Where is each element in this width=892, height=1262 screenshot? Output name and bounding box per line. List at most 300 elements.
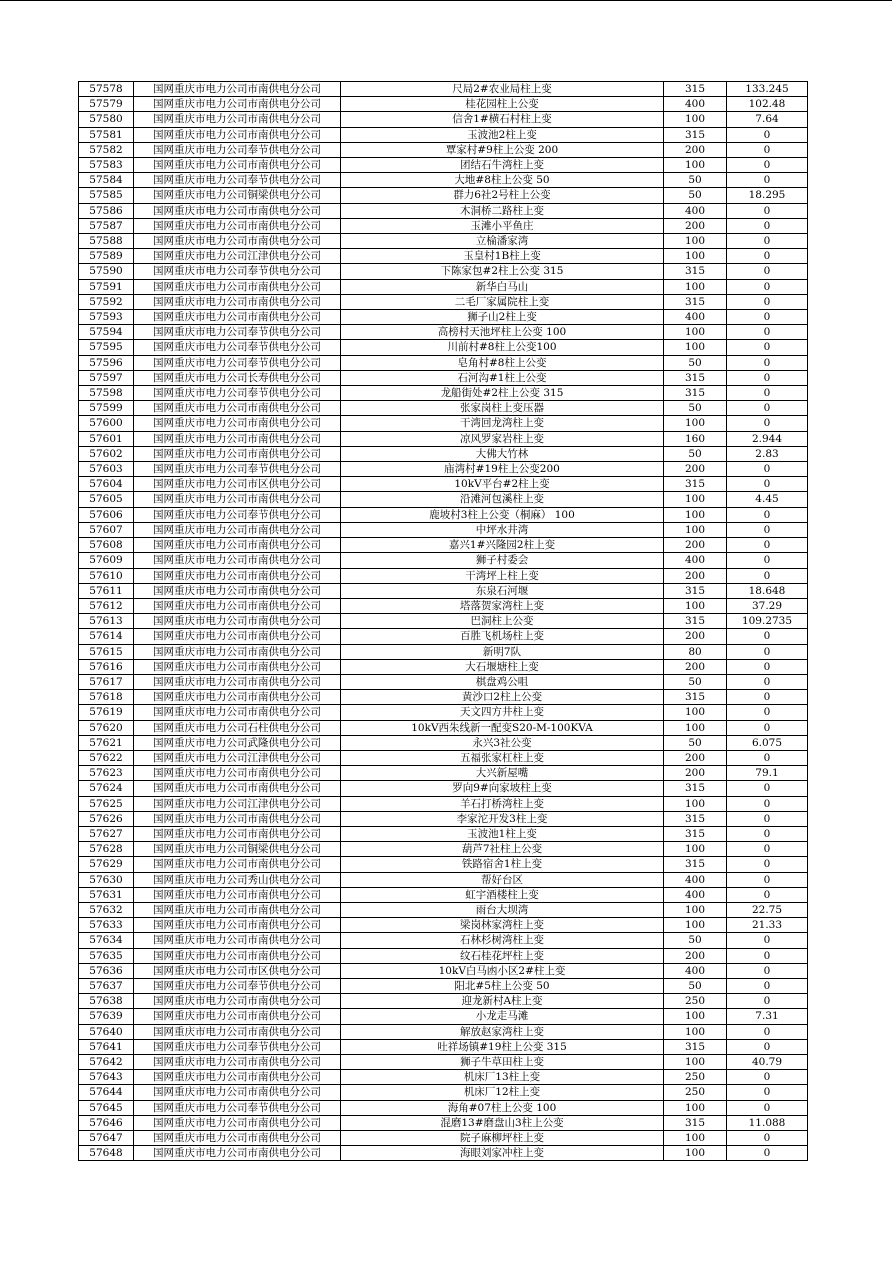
transformer-name-cell: 巴洞柱上公变 bbox=[341, 614, 664, 629]
company-cell: 国网重庆市电力公司奉节供电分公司 bbox=[134, 1039, 341, 1054]
value-cell: 0 bbox=[727, 264, 808, 279]
capacity-cell: 250 bbox=[664, 1070, 727, 1085]
transformer-name-cell: 羊石打桥湾柱上变 bbox=[341, 796, 664, 811]
data-table bbox=[78, 81, 808, 1161]
capacity-cell: 315 bbox=[664, 477, 727, 492]
company-cell: 国网重庆市电力公司市区供电分公司 bbox=[134, 963, 341, 978]
table-row bbox=[79, 568, 808, 583]
value-cell: 0 bbox=[727, 294, 808, 309]
value-cell: 0 bbox=[727, 1039, 808, 1054]
company-cell: 国网重庆市电力公司市南供电分公司 bbox=[134, 1070, 341, 1085]
row-id-cell: 57603 bbox=[79, 462, 134, 477]
company-cell: 国网重庆市电力公司奉节供电分公司 bbox=[134, 1100, 341, 1115]
table-row bbox=[79, 462, 808, 477]
capacity-cell: 100 bbox=[664, 1024, 727, 1039]
value-cell: 2.83 bbox=[727, 446, 808, 461]
table-row bbox=[79, 614, 808, 629]
transformer-name-cell: 石河沟#1柱上公变 bbox=[341, 370, 664, 385]
capacity-cell: 50 bbox=[664, 188, 727, 203]
row-id-cell: 57586 bbox=[79, 203, 134, 218]
company-cell: 国网重庆市电力公司市南供电分公司 bbox=[134, 644, 341, 659]
capacity-cell: 200 bbox=[664, 659, 727, 674]
table-row bbox=[79, 735, 808, 750]
transformer-name-cell: 狮子村委会 bbox=[341, 553, 664, 568]
row-id-cell: 57601 bbox=[79, 431, 134, 446]
company-cell: 国网重庆市电力公司奉节供电分公司 bbox=[134, 355, 341, 370]
value-cell: 0 bbox=[727, 857, 808, 872]
value-cell: 0 bbox=[727, 978, 808, 993]
company-cell: 国网重庆市电力公司市南供电分公司 bbox=[134, 583, 341, 598]
value-cell: 0 bbox=[727, 127, 808, 142]
capacity-cell: 100 bbox=[664, 522, 727, 537]
capacity-cell: 400 bbox=[664, 203, 727, 218]
value-cell: 0 bbox=[727, 477, 808, 492]
company-cell: 国网重庆市电力公司铜梁供电分公司 bbox=[134, 842, 341, 857]
table-row bbox=[79, 842, 808, 857]
row-id-cell: 57614 bbox=[79, 629, 134, 644]
value-cell: 0 bbox=[727, 1131, 808, 1146]
table-row bbox=[79, 203, 808, 218]
value-cell: 37.29 bbox=[727, 598, 808, 613]
capacity-cell: 400 bbox=[664, 310, 727, 325]
transformer-name-cell: 梁岗林家湾柱上变 bbox=[341, 918, 664, 933]
table-row bbox=[79, 796, 808, 811]
row-id-cell: 57632 bbox=[79, 902, 134, 917]
row-id-cell: 57643 bbox=[79, 1070, 134, 1085]
table-row bbox=[79, 1024, 808, 1039]
table-row bbox=[79, 218, 808, 233]
transformer-name-cell: 小龙走马滩 bbox=[341, 1009, 664, 1024]
value-cell: 0 bbox=[727, 948, 808, 963]
row-id-cell: 57587 bbox=[79, 218, 134, 233]
capacity-cell: 50 bbox=[664, 674, 727, 689]
company-cell: 国网重庆市电力公司市南供电分公司 bbox=[134, 781, 341, 796]
row-id-cell: 57642 bbox=[79, 1055, 134, 1070]
transformer-name-cell: 新明7队 bbox=[341, 644, 664, 659]
transformer-name-cell: 五福张家杠柱上变 bbox=[341, 750, 664, 765]
company-cell: 国网重庆市电力公司市南供电分公司 bbox=[134, 112, 341, 127]
capacity-cell: 50 bbox=[664, 446, 727, 461]
transformer-name-cell: 团结石牛湾柱上变 bbox=[341, 158, 664, 173]
table-row bbox=[79, 1131, 808, 1146]
capacity-cell: 400 bbox=[664, 97, 727, 112]
row-id-cell: 57592 bbox=[79, 294, 134, 309]
capacity-cell: 200 bbox=[664, 568, 727, 583]
table-row bbox=[79, 310, 808, 325]
row-id-cell: 57595 bbox=[79, 340, 134, 355]
company-cell: 国网重庆市电力公司奉节供电分公司 bbox=[134, 264, 341, 279]
capacity-cell: 100 bbox=[664, 158, 727, 173]
transformer-name-cell: 葫芦7社柱上公变 bbox=[341, 842, 664, 857]
transformer-name-cell: 庙湾村#19柱上公变200 bbox=[341, 462, 664, 477]
company-cell: 国网重庆市电力公司市南供电分公司 bbox=[134, 766, 341, 781]
row-id-cell: 57645 bbox=[79, 1100, 134, 1115]
capacity-cell: 315 bbox=[664, 294, 727, 309]
company-cell: 国网重庆市电力公司江津供电分公司 bbox=[134, 249, 341, 264]
company-cell: 国网重庆市电力公司市南供电分公司 bbox=[134, 446, 341, 461]
table-row bbox=[79, 82, 808, 97]
company-cell: 国网重庆市电力公司市南供电分公司 bbox=[134, 933, 341, 948]
row-id-cell: 57621 bbox=[79, 735, 134, 750]
transformer-name-cell: 下陈家包#2柱上公变 315 bbox=[341, 264, 664, 279]
capacity-cell: 100 bbox=[664, 918, 727, 933]
value-cell: 0 bbox=[727, 234, 808, 249]
capacity-cell: 100 bbox=[664, 1055, 727, 1070]
table-row bbox=[79, 994, 808, 1009]
row-id-cell: 57624 bbox=[79, 781, 134, 796]
capacity-cell: 400 bbox=[664, 553, 727, 568]
value-cell: 0 bbox=[727, 1085, 808, 1100]
capacity-cell: 315 bbox=[664, 370, 727, 385]
company-cell: 国网重庆市电力公司奉节供电分公司 bbox=[134, 340, 341, 355]
row-id-cell: 57635 bbox=[79, 948, 134, 963]
value-cell: 0 bbox=[727, 173, 808, 188]
transformer-name-cell: 迎龙新村A柱上变 bbox=[341, 994, 664, 1009]
capacity-cell: 315 bbox=[664, 690, 727, 705]
transformer-name-cell: 虹宇酒楼柱上变 bbox=[341, 887, 664, 902]
company-cell: 国网重庆市电力公司市南供电分公司 bbox=[134, 857, 341, 872]
value-cell: 0 bbox=[727, 705, 808, 720]
row-id-cell: 57620 bbox=[79, 720, 134, 735]
transformer-name-cell: 机床厂12柱上变 bbox=[341, 1085, 664, 1100]
transformer-name-cell: 皂角村#8柱上公变 bbox=[341, 355, 664, 370]
table-row bbox=[79, 629, 808, 644]
company-cell: 国网重庆市电力公司市南供电分公司 bbox=[134, 568, 341, 583]
row-id-cell: 57640 bbox=[79, 1024, 134, 1039]
capacity-cell: 315 bbox=[664, 127, 727, 142]
table-row bbox=[79, 1009, 808, 1024]
value-cell: 0 bbox=[727, 887, 808, 902]
company-cell: 国网重庆市电力公司石柱供电分公司 bbox=[134, 720, 341, 735]
row-id-cell: 57578 bbox=[79, 82, 134, 97]
capacity-cell: 100 bbox=[664, 340, 727, 355]
value-cell: 18.295 bbox=[727, 188, 808, 203]
transformer-name-cell: 大佛大竹林 bbox=[341, 446, 664, 461]
transformer-name-cell: 大石堰塘柱上变 bbox=[341, 659, 664, 674]
value-cell: 0 bbox=[727, 796, 808, 811]
row-id-cell: 57582 bbox=[79, 142, 134, 157]
transformer-name-cell: 海角#07柱上公变 100 bbox=[341, 1100, 664, 1115]
row-id-cell: 57644 bbox=[79, 1085, 134, 1100]
table-row bbox=[79, 294, 808, 309]
company-cell: 国网重庆市电力公司市南供电分公司 bbox=[134, 401, 341, 416]
company-cell: 国网重庆市电力公司市南供电分公司 bbox=[134, 431, 341, 446]
transformer-name-cell: 东泉石河堰 bbox=[341, 583, 664, 598]
table-row bbox=[79, 1085, 808, 1100]
company-cell: 国网重庆市电力公司奉节供电分公司 bbox=[134, 507, 341, 522]
transformer-name-cell: 海眼刘家冲柱上变 bbox=[341, 1146, 664, 1161]
company-cell: 国网重庆市电力公司市南供电分公司 bbox=[134, 705, 341, 720]
row-id-cell: 57647 bbox=[79, 1131, 134, 1146]
table-row bbox=[79, 978, 808, 993]
row-id-cell: 57610 bbox=[79, 568, 134, 583]
capacity-cell: 100 bbox=[664, 1131, 727, 1146]
value-cell: 0 bbox=[727, 142, 808, 157]
table-row bbox=[79, 1039, 808, 1054]
row-id-cell: 57613 bbox=[79, 614, 134, 629]
company-cell: 国网重庆市电力公司市南供电分公司 bbox=[134, 674, 341, 689]
row-id-cell: 57630 bbox=[79, 872, 134, 887]
transformer-name-cell: 纹石桂花坪柱上变 bbox=[341, 948, 664, 963]
transformer-name-cell: 嘉兴1#兴隆园2柱上变 bbox=[341, 538, 664, 553]
transformer-name-cell: 信舍1#横石村柱上变 bbox=[341, 112, 664, 127]
row-id-cell: 57581 bbox=[79, 127, 134, 142]
value-cell: 109.2735 bbox=[727, 614, 808, 629]
transformer-name-cell: 桂花园柱上公变 bbox=[341, 97, 664, 112]
capacity-cell: 200 bbox=[664, 218, 727, 233]
row-id-cell: 57623 bbox=[79, 766, 134, 781]
company-cell: 国网重庆市电力公司市南供电分公司 bbox=[134, 918, 341, 933]
company-cell: 国网重庆市电力公司市区供电分公司 bbox=[134, 477, 341, 492]
capacity-cell: 50 bbox=[664, 978, 727, 993]
capacity-cell: 315 bbox=[664, 583, 727, 598]
capacity-cell: 100 bbox=[664, 1100, 727, 1115]
table-row bbox=[79, 690, 808, 705]
company-cell: 国网重庆市电力公司市南供电分公司 bbox=[134, 598, 341, 613]
value-cell: 18.648 bbox=[727, 583, 808, 598]
company-cell: 国网重庆市电力公司市南供电分公司 bbox=[134, 948, 341, 963]
row-id-cell: 57596 bbox=[79, 355, 134, 370]
capacity-cell: 400 bbox=[664, 872, 727, 887]
transformer-name-cell: 狮子山2柱上变 bbox=[341, 310, 664, 325]
capacity-cell: 100 bbox=[664, 1146, 727, 1161]
row-id-cell: 57598 bbox=[79, 386, 134, 401]
value-cell: 21.33 bbox=[727, 918, 808, 933]
capacity-cell: 200 bbox=[664, 766, 727, 781]
table-row bbox=[79, 1055, 808, 1070]
table-row bbox=[79, 279, 808, 294]
row-id-cell: 57626 bbox=[79, 811, 134, 826]
value-cell: 4.45 bbox=[727, 492, 808, 507]
capacity-cell: 100 bbox=[664, 842, 727, 857]
capacity-cell: 100 bbox=[664, 598, 727, 613]
table-row bbox=[79, 477, 808, 492]
company-cell: 国网重庆市电力公司市南供电分公司 bbox=[134, 492, 341, 507]
transformer-name-cell: 玉波池1柱上变 bbox=[341, 826, 664, 841]
company-cell: 国网重庆市电力公司市南供电分公司 bbox=[134, 614, 341, 629]
capacity-cell: 315 bbox=[664, 811, 727, 826]
capacity-cell: 100 bbox=[664, 705, 727, 720]
company-cell: 国网重庆市电力公司市南供电分公司 bbox=[134, 811, 341, 826]
value-cell: 0 bbox=[727, 720, 808, 735]
transformer-name-cell: 玉滩小平鱼庄 bbox=[341, 218, 664, 233]
table-row bbox=[79, 720, 808, 735]
transformer-name-cell: 10kV平台#2柱上变 bbox=[341, 477, 664, 492]
company-cell: 国网重庆市电力公司市南供电分公司 bbox=[134, 234, 341, 249]
table-row bbox=[79, 492, 808, 507]
transformer-name-cell: 立棆潘家湾 bbox=[341, 234, 664, 249]
capacity-cell: 315 bbox=[664, 1115, 727, 1130]
capacity-cell: 200 bbox=[664, 629, 727, 644]
value-cell: 0 bbox=[727, 507, 808, 522]
company-cell: 国网重庆市电力公司长寿供电分公司 bbox=[134, 370, 341, 385]
row-id-cell: 57608 bbox=[79, 538, 134, 553]
row-id-cell: 57633 bbox=[79, 918, 134, 933]
transformer-name-cell: 木洞桥二路柱上变 bbox=[341, 203, 664, 218]
company-cell: 国网重庆市电力公司市南供电分公司 bbox=[134, 659, 341, 674]
transformer-name-cell: 狮子牛草田柱上变 bbox=[341, 1055, 664, 1070]
transformer-name-cell: 罗向9#向家坡柱上变 bbox=[341, 781, 664, 796]
transformer-name-cell: 天文四方井柱上变 bbox=[341, 705, 664, 720]
row-id-cell: 57641 bbox=[79, 1039, 134, 1054]
company-cell: 国网重庆市电力公司市南供电分公司 bbox=[134, 994, 341, 1009]
table-row bbox=[79, 811, 808, 826]
transformer-name-cell: 大地#8柱上公变 50 bbox=[341, 173, 664, 188]
transformer-name-cell: 阳北#5柱上公变 50 bbox=[341, 978, 664, 993]
row-id-cell: 57591 bbox=[79, 279, 134, 294]
transformer-name-cell: 混磨13#磨盘山3柱上公变 bbox=[341, 1115, 664, 1130]
transformer-name-cell: 群力6社2号柱上公变 bbox=[341, 188, 664, 203]
company-cell: 国网重庆市电力公司市南供电分公司 bbox=[134, 97, 341, 112]
company-cell: 国网重庆市电力公司市南供电分公司 bbox=[134, 1055, 341, 1070]
company-cell: 国网重庆市电力公司市南供电分公司 bbox=[134, 127, 341, 142]
value-cell: 0 bbox=[727, 1100, 808, 1115]
table-row bbox=[79, 644, 808, 659]
transformer-name-cell: 覃家村#9柱上公变 200 bbox=[341, 142, 664, 157]
table-row bbox=[79, 188, 808, 203]
company-cell: 国网重庆市电力公司市南供电分公司 bbox=[134, 82, 341, 97]
table-row bbox=[79, 431, 808, 446]
transformer-name-cell: 尺局2#农业局柱上变 bbox=[341, 82, 664, 97]
transformer-name-cell: 高榜村天池坪柱上公变 100 bbox=[341, 325, 664, 340]
row-id-cell: 57588 bbox=[79, 234, 134, 249]
company-cell: 国网重庆市电力公司市南供电分公司 bbox=[134, 310, 341, 325]
capacity-cell: 100 bbox=[664, 1009, 727, 1024]
company-cell: 国网重庆市电力公司奉节供电分公司 bbox=[134, 173, 341, 188]
value-cell: 11.088 bbox=[727, 1115, 808, 1130]
value-cell: 0 bbox=[727, 933, 808, 948]
capacity-cell: 160 bbox=[664, 431, 727, 446]
table-row bbox=[79, 902, 808, 917]
company-cell: 国网重庆市电力公司市南供电分公司 bbox=[134, 538, 341, 553]
table-row bbox=[79, 370, 808, 385]
value-cell: 2.944 bbox=[727, 431, 808, 446]
value-cell: 0 bbox=[727, 462, 808, 477]
capacity-cell: 315 bbox=[664, 264, 727, 279]
row-id-cell: 57600 bbox=[79, 416, 134, 431]
row-id-cell: 57636 bbox=[79, 963, 134, 978]
value-cell: 0 bbox=[727, 553, 808, 568]
transformer-name-cell: 干湾坪上柱上变 bbox=[341, 568, 664, 583]
table-row bbox=[79, 674, 808, 689]
row-id-cell: 57611 bbox=[79, 583, 134, 598]
company-cell: 国网重庆市电力公司奉节供电分公司 bbox=[134, 325, 341, 340]
transformer-name-cell: 中坪水井湾 bbox=[341, 522, 664, 537]
table-row bbox=[79, 887, 808, 902]
row-id-cell: 57634 bbox=[79, 933, 134, 948]
table-row bbox=[79, 766, 808, 781]
value-cell: 0 bbox=[727, 538, 808, 553]
transformer-name-cell: 10kV白马凼小区2#柱上变 bbox=[341, 963, 664, 978]
value-cell: 0 bbox=[727, 1024, 808, 1039]
capacity-cell: 315 bbox=[664, 826, 727, 841]
capacity-cell: 250 bbox=[664, 1085, 727, 1100]
value-cell: 0 bbox=[727, 750, 808, 765]
company-cell: 国网重庆市电力公司江津供电分公司 bbox=[134, 796, 341, 811]
value-cell: 79.1 bbox=[727, 766, 808, 781]
company-cell: 国网重庆市电力公司秀山供电分公司 bbox=[134, 872, 341, 887]
company-cell: 国网重庆市电力公司市南供电分公司 bbox=[134, 294, 341, 309]
table-row bbox=[79, 522, 808, 537]
row-id-cell: 57597 bbox=[79, 370, 134, 385]
row-id-cell: 57583 bbox=[79, 158, 134, 173]
company-cell: 国网重庆市电力公司市南供电分公司 bbox=[134, 553, 341, 568]
row-id-cell: 57607 bbox=[79, 522, 134, 537]
transformer-name-cell: 二毛厂家属院柱上变 bbox=[341, 294, 664, 309]
row-id-cell: 57615 bbox=[79, 644, 134, 659]
table-body bbox=[79, 82, 808, 1161]
transformer-name-cell: 沿滩河包溪柱上变 bbox=[341, 492, 664, 507]
table-row bbox=[79, 826, 808, 841]
row-id-cell: 57585 bbox=[79, 188, 134, 203]
capacity-cell: 50 bbox=[664, 401, 727, 416]
row-id-cell: 57625 bbox=[79, 796, 134, 811]
capacity-cell: 80 bbox=[664, 644, 727, 659]
row-id-cell: 57609 bbox=[79, 553, 134, 568]
row-id-cell: 57617 bbox=[79, 674, 134, 689]
transformer-name-cell: 塔落贺家湾柱上变 bbox=[341, 598, 664, 613]
capacity-cell: 100 bbox=[664, 492, 727, 507]
company-cell: 国网重庆市电力公司市南供电分公司 bbox=[134, 1131, 341, 1146]
row-id-cell: 57584 bbox=[79, 173, 134, 188]
capacity-cell: 100 bbox=[664, 279, 727, 294]
row-id-cell: 57590 bbox=[79, 264, 134, 279]
transformer-name-cell: 解放赵家湾柱上变 bbox=[341, 1024, 664, 1039]
row-id-cell: 57599 bbox=[79, 401, 134, 416]
row-id-cell: 57619 bbox=[79, 705, 134, 720]
value-cell: 7.64 bbox=[727, 112, 808, 127]
capacity-cell: 250 bbox=[664, 994, 727, 1009]
row-id-cell: 57629 bbox=[79, 857, 134, 872]
value-cell: 0 bbox=[727, 994, 808, 1009]
row-id-cell: 57628 bbox=[79, 842, 134, 857]
row-id-cell: 57604 bbox=[79, 477, 134, 492]
row-id-cell: 57638 bbox=[79, 994, 134, 1009]
table-row bbox=[79, 583, 808, 598]
capacity-cell: 200 bbox=[664, 750, 727, 765]
value-cell: 102.48 bbox=[727, 97, 808, 112]
capacity-cell: 100 bbox=[664, 902, 727, 917]
top-rule bbox=[0, 0, 892, 1]
row-id-cell: 57637 bbox=[79, 978, 134, 993]
row-id-cell: 57639 bbox=[79, 1009, 134, 1024]
row-id-cell: 57646 bbox=[79, 1115, 134, 1130]
company-cell: 国网重庆市电力公司市南供电分公司 bbox=[134, 522, 341, 537]
capacity-cell: 200 bbox=[664, 142, 727, 157]
table-row bbox=[79, 705, 808, 720]
value-cell: 0 bbox=[727, 674, 808, 689]
capacity-cell: 200 bbox=[664, 948, 727, 963]
transformer-name-cell: 鹿坡村3柱上公变（桐麻） 100 bbox=[341, 507, 664, 522]
table-row bbox=[79, 933, 808, 948]
value-cell: 0 bbox=[727, 310, 808, 325]
capacity-cell: 100 bbox=[664, 249, 727, 264]
value-cell: 0 bbox=[727, 355, 808, 370]
value-cell: 40.79 bbox=[727, 1055, 808, 1070]
row-id-cell: 57594 bbox=[79, 325, 134, 340]
company-cell: 国网重庆市电力公司市南供电分公司 bbox=[134, 902, 341, 917]
value-cell: 0 bbox=[727, 340, 808, 355]
table-row bbox=[79, 857, 808, 872]
row-id-cell: 57580 bbox=[79, 112, 134, 127]
transformer-name-cell: 吐祥场镇#19柱上公变 315 bbox=[341, 1039, 664, 1054]
value-cell: 0 bbox=[727, 690, 808, 705]
table-row bbox=[79, 553, 808, 568]
table-row bbox=[79, 1070, 808, 1085]
table-row bbox=[79, 325, 808, 340]
value-cell: 0 bbox=[727, 203, 808, 218]
value-cell: 0 bbox=[727, 826, 808, 841]
